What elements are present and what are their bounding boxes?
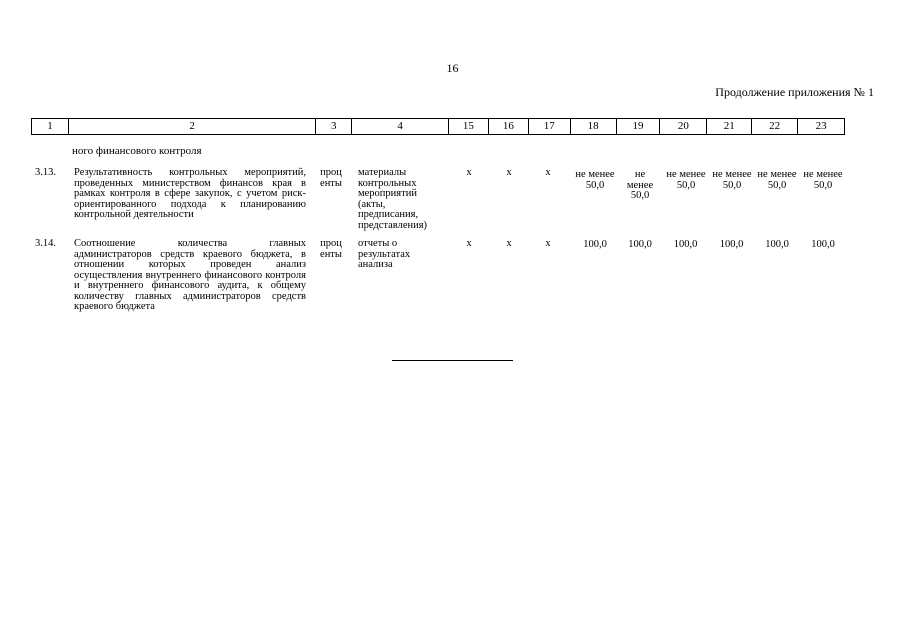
value-col-22: не менее 50,0: [757, 169, 797, 191]
end-of-document-rule: [392, 360, 513, 361]
header-col-17: 17: [529, 119, 571, 134]
appendix-continuation-label: Продолжение приложения № 1: [715, 85, 874, 99]
header-col-15: 15: [449, 119, 489, 134]
value-col-23: 100,0: [811, 239, 835, 250]
value-col-19: 100,0: [628, 239, 652, 250]
table-header-row: [31, 118, 845, 135]
value-col-21: 100,0: [719, 239, 744, 250]
header-col-23: 23: [815, 120, 827, 132]
value-col-22: 100,0: [765, 239, 789, 250]
value-col-16: х: [506, 238, 512, 249]
header-col-20: 20: [660, 119, 707, 134]
row-number: 3.14.: [35, 238, 56, 249]
header-col-21: 21: [707, 119, 752, 134]
data-source: отчеты о результатах анализа: [358, 238, 411, 270]
indicator-name: Результативность контрольных мероприятий, проведенных министерством финансов края в рамках контроля в сфере закупок, с учетом риск-ориентированного подхода к планированию контрольной деятельности: [74, 167, 306, 220]
value-col-17: х: [545, 167, 551, 178]
value-col-18: 100,0: [583, 239, 607, 250]
value-col-20: не менее 50,0: [666, 169, 706, 191]
unit-of-measure: проценты: [320, 167, 342, 189]
value-col-20: 100,0: [673, 239, 698, 250]
header-col-19: 19: [617, 119, 661, 134]
continued-row-text: ного финансового контроля: [72, 145, 202, 157]
row-number: 3.13.: [35, 167, 56, 178]
header-col-18: 18: [571, 119, 617, 134]
header-col-1: 1: [32, 119, 69, 134]
data-source: материалы контрольных мероприятий (акты, предписания, представления): [358, 167, 428, 231]
header-col-3: 3: [316, 119, 352, 134]
value-col-21: не менее 50,0: [712, 169, 752, 191]
header-col-2: 2: [69, 119, 316, 134]
value-col-18: не менее 50,0: [575, 169, 615, 191]
unit-of-measure: проценты: [320, 238, 342, 260]
header-col-16: 16: [489, 119, 529, 134]
page-number: 16: [446, 61, 459, 75]
value-col-19: не менее 50,0: [626, 169, 654, 201]
indicator-name: Соотношение количества главных администраторов средств краевого бюджета, в отношении которых проведен анализ осуществления внутреннего финансового контроля и внутреннего финансового аудита, к общему количеству главных администраторов средств краевого бюджета: [74, 238, 306, 312]
header-col-4: 4: [352, 119, 449, 134]
header-col-22: 22: [752, 119, 798, 134]
value-col-17: х: [545, 238, 551, 249]
value-col-15: х: [466, 167, 472, 178]
value-col-15: х: [466, 238, 472, 249]
value-col-23: не менее 50,0: [803, 169, 843, 191]
value-col-16: х: [506, 167, 512, 178]
